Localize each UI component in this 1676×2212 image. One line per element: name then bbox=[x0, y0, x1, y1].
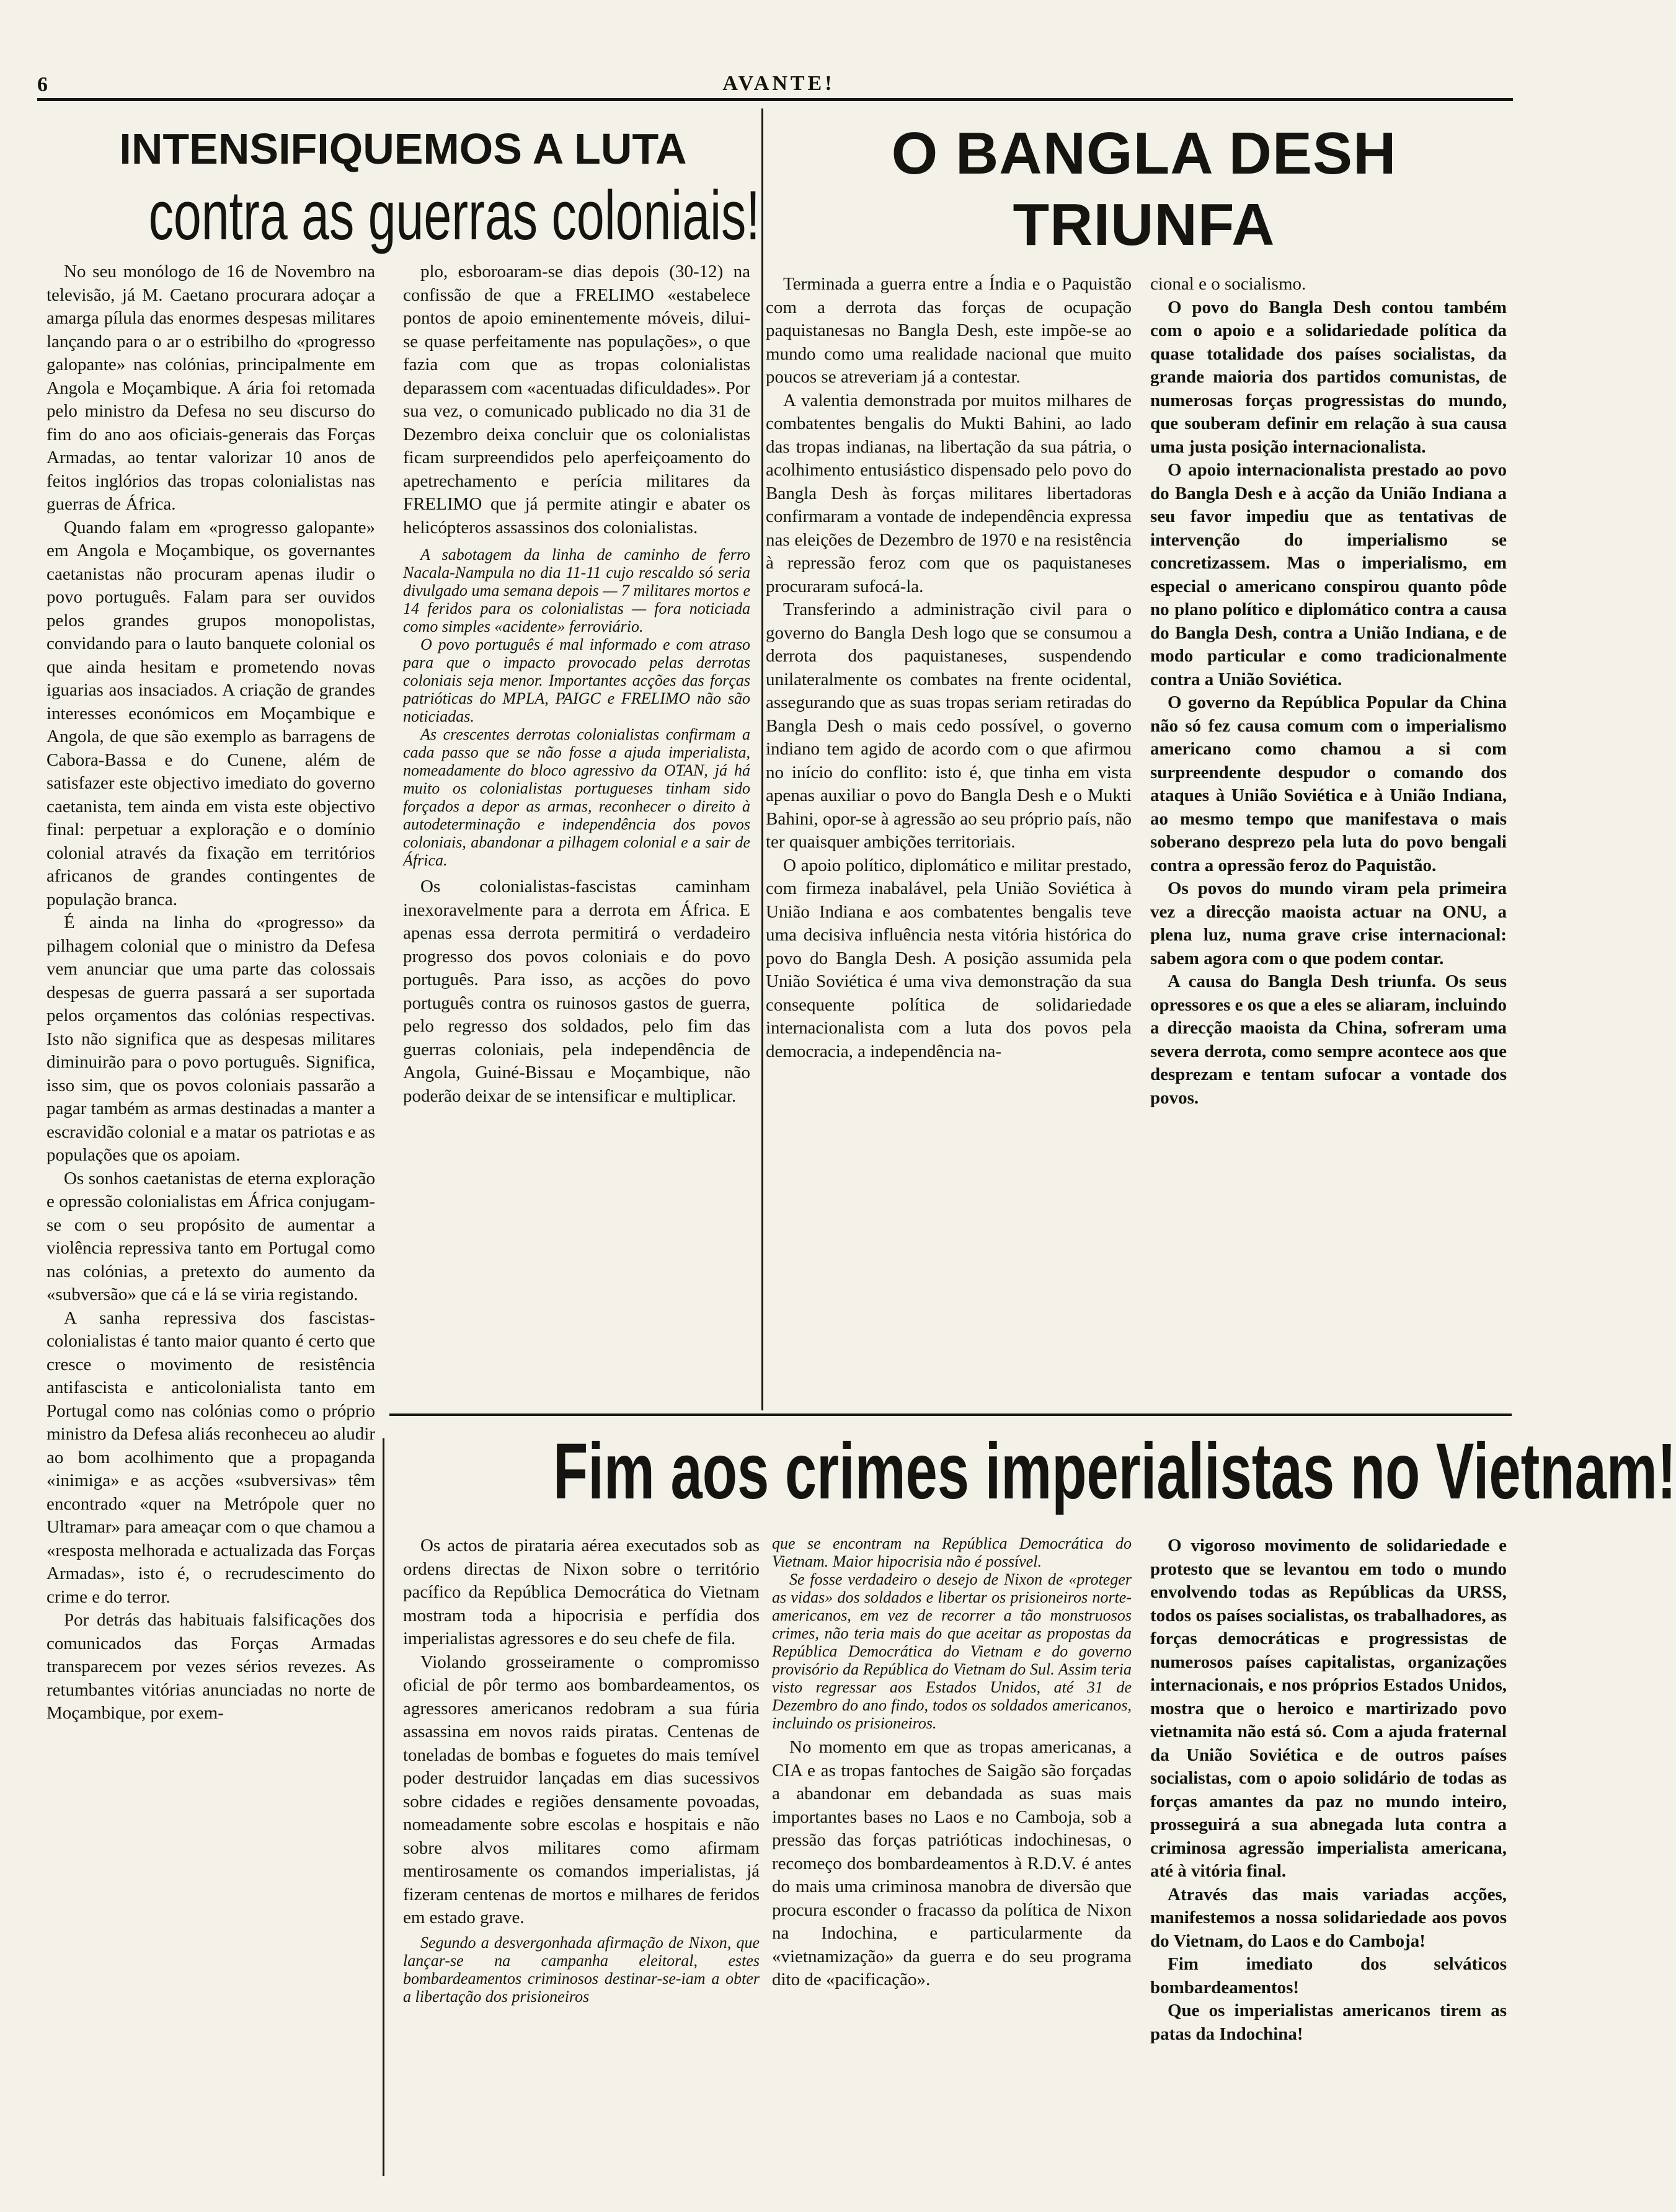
paragraph: O apoio político, diplomático e militar prestado, com firmeza inabalável, pela União Soviética à União Indiana e aos combatentes bengalis teve uma decisiva influência nesta vitória histórica do povo do Bangla Desh. A posição assumida pela União Soviética é uma viva demonstração da sua consequente política de solidariedade internacionalista com a luta dos povos pela democracia, a independência na- bbox=[766, 855, 1132, 1061]
masthead: AVANTE! bbox=[722, 72, 835, 95]
slogan: Através das mais variadas acções, manifestemos a nossa solidariedade aos povos do Vietnam, do Laos e do Camboja! bbox=[1150, 1884, 1507, 1951]
paragraph: Transferindo a administração civil para o governo do Bangla Desh logo que se consumou a derrota dos paquistaneses, suspendendo unilateralmente os combates na frente ocidental, assegurando que as suas tropas seriam retiradas do Bangla Desh o mais cedo possível, o governo indiano tem agido de acordo com o que afirmou no início do conflito: isto é, que tinha em vista apenas auxiliar o povo do Bangla Desh e o Mukti Bahini, opor-se à agressão ao seu próprio país, não ter quaisquer ambições territoriais. bbox=[766, 599, 1132, 852]
article2-title-line1: O BANGLA DESH bbox=[891, 120, 1397, 187]
article2-title-line2: TRIUNFA bbox=[1013, 192, 1275, 258]
italic-paragraph: O povo português é mal informado e com atraso para que o impacto provocado pelas derrotas coloniais seja menor. Importantes acções das forças patrióticas do MPLA, PAIGC e FRELIMO não são noticiadas. bbox=[403, 635, 750, 725]
paragraph: No seu monólogo de 16 de Novembro na televisão, já M. Caetano procurara adoçar a amarga pílula das enormes despesas militares lançando para o ar o estribilho do «progresso galopante» nas colónias, principalmente em Angola e Moçambique. A ária foi retomada pelo ministro da Defesa no seu discurso do fim do ano aos oficiais-generais das Forças Armadas, ao tentar valorizar 10 anos de feitos inglórios das tropas colonialistas nas guerras de África. bbox=[47, 262, 375, 514]
article3-column-3 bbox=[1150, 1534, 1507, 2204]
article3-title: Fim aos crimes imperialistas no Vietnam! bbox=[553, 1427, 1676, 1516]
paragraph: A sanha repressiva dos fascistas-colonialistas é tanto maior quanto é certo que cresce o movimento de resistência antifascista e anticolonialista tanto em Portugal como nas colónias como o próprio ministro da Defesa aliás reconheceu ao aludir ao bom acolhimento que a propaganda «inimiga» e as acções «subversivas» têm encontrado «quer na Metrópole quer no Ultramar» para ameaçar com o que chamou a «resposta melhorada e actualizada das Forças Armadas», isto é, o recrudescimento do crime e do terror. bbox=[47, 1307, 375, 1607]
paragraph: É ainda na linha do «progresso» da pilhagem colonial que o ministro da Defesa vem anunciar que uma parte das colossais despesas de guerra passará a ser suportada pelos orçamentos das colónias respectivas. Isto não significa que as despesas militares diminuirão para o povo português. Significa, isso sim, que os povos coloniais passarão a pagar também as armas destinadas a manter a escravidão colonial e a matar os patriotas e as populações que os apoiam. bbox=[47, 913, 375, 1165]
paragraph: Por detrás das habituais falsificações dos comunicados das Forças Armadas transparecem por vezes sérios revezes. As retumbantes vitórias anunciadas no norte de Moçambique, por exem- bbox=[47, 1610, 375, 1723]
italic-paragraph: As crescentes derrotas colonialistas confirmam a cada passo que se não fosse a ajuda imperialista, nomeadamente do bloco agressivo da OTAN, já há muito os colonialistas portugueses tinham sido forçados a depor as armas, reconhecer o direito à autodeterminação e independência dos povos coloniais, abandonar a pilhagem colonial e a sair de África. bbox=[403, 725, 750, 869]
paragraph: cional e o socialismo. bbox=[1150, 274, 1306, 294]
paragraph: No momento em que as tropas americanas, a CIA e as tropas fantoches de Saigão são forçadas a abandonar em debandada as suas mais importantes bases no Laos e no Camboja, sob a pressão das forças patrióticas indochinesas, o recomeço dos bombardeamentos à R.D.V. é antes do mais uma criminosa manobra de diversão que procura esconder o fracasso da política de Nixon na Indochina, e particularmente da «vietnamização» da guerra e do seu programa dito de «pacificação». bbox=[772, 1737, 1132, 1989]
paragraph: Quando falam em «progresso galopante» em Angola e Moçambique, os governantes caetanistas não procuram apenas iludir o povo português. Falam para ser ouvidos pelos grandes grupos monopolistas, convidando para o lauto banquete colonial os que ainda hesitam e prometendo novas iguarias aos insaciados. A criação de grandes interesses económicos em Moçambique e Angola, de que são exemplo as barragens de Cabora-Bassa e do Cunene, além de satisfazer este objectivo imediato do governo caetanista, tem ainda em vista este objectivo final: perpetuar a exploração e o domínio colonial através da fixação em territórios africanos de grandes contingentes de população branca. bbox=[47, 517, 375, 909]
paragraph: O vigoroso movimento de solidariedade e protesto que se levantou em todo o mundo envolvendo todas as Repúblicas da URSS, todos os países socialistas, os trabalhadores, as forças democráticas e progressistas de numerosos países capitalistas, organizações internacionais, e nos próprios Estados Unidos, mostra que o heroico e martirizado povo vietnamita não está só. Com a ajuda fraternal da União Soviética e de outros países socialistas, com o apoio solidário de todas as forças amantes da paz no mundo inteiro, prosseguirá a sua abnegada luta contra a criminosa agressão imperialista americana, até à vitória final. bbox=[1150, 1536, 1507, 1881]
paragraph: O apoio internacionalista prestado ao povo do Bangla Desh e à acção da União Indiana a seu favor impediu que as tentativas de intervenção do imperialismo se concretizassem. Mas o imperialismo, em especial o americano conspirou quanto pôde no plano político e diplomático contra a causa do Bangla Desh, contra a União Indiana, e de modo particular e como tradicionalmente contra a União Soviética. bbox=[1150, 460, 1507, 689]
paragraph: plo, esboroaram-se dias depois (30-12) na confissão de que a FRELIMO «estabelece pontos de apoio eminentemente móveis, dilui-se quase perfeitamente nas populações», o que fazia com que as tropas colonialistas deparassem com «acentuadas dificuldades». Por sua vez, o comunicado publicado no dia 31 de Dezembro deixa concluir que os colonialistas ficam surpreendidos pelo aperfeiçoamento do apetrechamento e perícia militares da FRELIMO que já permite atingir e abater os helicópteros assassinos dos colonialistas. bbox=[403, 262, 750, 538]
paragraph: A valentia demonstrada por muitos milhares de combatentes bengalis do Mukti Bahini, ao lado das tropas indianas, na libertação da sua pátria, o acolhimento entusiástico dispensado pelo povo do Bangla Desh às forças militares libertadoras confirmaram a vontade de independência expressa nas eleições de Dezembro de 1970 e na resistência à repressão feroz com que os paquistaneses procuraram sufocá-la. bbox=[766, 390, 1132, 596]
italic-paragraph: Segundo a desvergonhada afirmação de Nixon, que lançar-se na campanha eleitoral, estes bombardeamentos criminosos destinar-se-iam a obter a libertação dos prisioneiros bbox=[403, 1933, 760, 2006]
article3-column-2 bbox=[772, 1534, 1132, 2204]
paragraph: Terminada a guerra entre a Índia e o Paquistão com a derrota das forças de ocupação paquistanesas no Bangla Desh, este impõe-se ao mundo como uma realidade nacional que muito poucos se atreveriam já a contestar. bbox=[766, 274, 1132, 387]
column-rule-center bbox=[761, 108, 763, 1410]
article1-title-line2: contra as guerras coloniais! bbox=[148, 177, 760, 254]
paragraph: O povo do Bangla Desh contou também com o apoio e a solidariedade política da quase totalidade dos países socialistas, da grande maioria dos partidos comunistas, de numerosas forças progressistas do mundo, que souberam definir em relação à sua causa uma justa posição internacionalista. bbox=[1150, 297, 1507, 457]
page-number: 6 bbox=[37, 73, 48, 96]
paragraph: Violando grosseiramente o compromisso oficial de pôr termo aos bombardeamentos, os agressores americanos redobram a sua fúria assassina em novos raids piratas. Centenas de toneladas de bombas e foguetes do mais temível poder destruidor lançadas em dias sucessivos sobre cidades e regiões densamente povoadas, nomeadamente sobre escolas e hospitais e não sobre alvos militares como afirmam mentirosamente os comandos imperialistas, já fizeram centenas de mortos e milhares de feridos em estado grave. bbox=[403, 1652, 760, 1927]
article2-column-1 bbox=[766, 273, 1132, 1407]
masthead-rule bbox=[37, 98, 1513, 101]
italic-paragraph: A sabotagem da linha de caminho de ferro Nacala-Nampula no dia 11-11 cujo rescaldo só seria divulgado uma semana depois — 7 militares mortos e 14 feridos para os colonialistas — fora noticiada como simples «acidente» ferroviário. bbox=[403, 546, 750, 635]
italic-paragraph: Se fosse verdadeiro o desejo de Nixon de «proteger as vidas» dos soldados e libertar os prisioneiros norte-americanos, em vez de recorrer a tão monstruosos crimes, não teria mais do que aceitar as propostas da República Democrática do Vietnam e do governo provisório da República do Vietnam do Sul. Assim teria visto regressar aos Estados Unidos, até 31 de Dezembro do ano findo, todos os soldados americanos, incluindo os prisioneiros. bbox=[772, 1570, 1132, 1732]
article1-column-1 bbox=[47, 260, 375, 2207]
paragraph: Os sonhos caetanistas de eterna exploração e opressão colonialistas em África conjugam-se com o seu propósito de aumentar a violência repressiva tanto em Portugal como nas colónias, a pretexto do aumento da «subversão» que cá e lá se viria registando. bbox=[47, 1168, 375, 1304]
article1-column-2 bbox=[403, 260, 750, 1413]
paragraph: Os actos de pirataria aérea executados sob as ordens directas de Nixon sobre o território pacífico da República Democrática do Vietnam mostram toda a hipocrisia e perfídia dos imperialistas agressores e do seu chefe de fila. bbox=[403, 1536, 760, 1648]
article3-column-1 bbox=[403, 1534, 760, 2204]
vietnam-top-rule bbox=[389, 1413, 1512, 1416]
paragraph: Os colonialistas-fascistas caminham inexoravelmente para a derrota em África. E apenas essa derrota permitirá o verdadeiro progresso dos povos coloniais e do povo português. Para isso, as acções do povo português contra os ruinosos gastos de guerra, pelo regresso dos soldados, pelo fim das guerras coloniais, pela independência de Angola, Guiné-Bissau e Moçambique, não poderão deixar de se intensificar e multiplicar. bbox=[403, 877, 750, 1106]
column-rule-left bbox=[383, 1438, 384, 2176]
paragraph: A causa do Bangla Desh triunfa. Os seus opressores e os que a eles se aliaram, incluindo a direcção maoista da China, sofreram uma severa derrota, como sempre acontece aos que desprezam e tentam sufocar a vontade dos povos. bbox=[1150, 971, 1507, 1108]
slogan: Fim imediato dos selváticos bombardeamentos! bbox=[1150, 1954, 1507, 1997]
paragraph: O governo da República Popular da China não só fez causa comum com o imperialismo americano como chamou a si com surpreendente despudor o comando dos ataques à União Soviética e à União Indiana, ao mesmo tempo que manifestava o mais soberano desprezo pela luta do povo bengali contra a opressão feroz do Paquistão. bbox=[1150, 692, 1507, 875]
paragraph: Os povos do mundo viram pela primeira vez a direcção maoista actuar na ONU, a plena luz, numa grave crise internacional: sabem agora com o que podem contar. bbox=[1150, 878, 1507, 968]
italic-paragraph: que se encontram na República Democrática do Vietnam. Maior hipocrisia não é possível. bbox=[772, 1534, 1132, 1570]
slogan: Que os imperialistas americanos tirem as patas da Indochina! bbox=[1150, 2001, 1507, 2044]
article2-column-2 bbox=[1150, 273, 1507, 1407]
article1-title-line1: INTENSIFIQUEMOS A LUTA bbox=[119, 125, 687, 173]
